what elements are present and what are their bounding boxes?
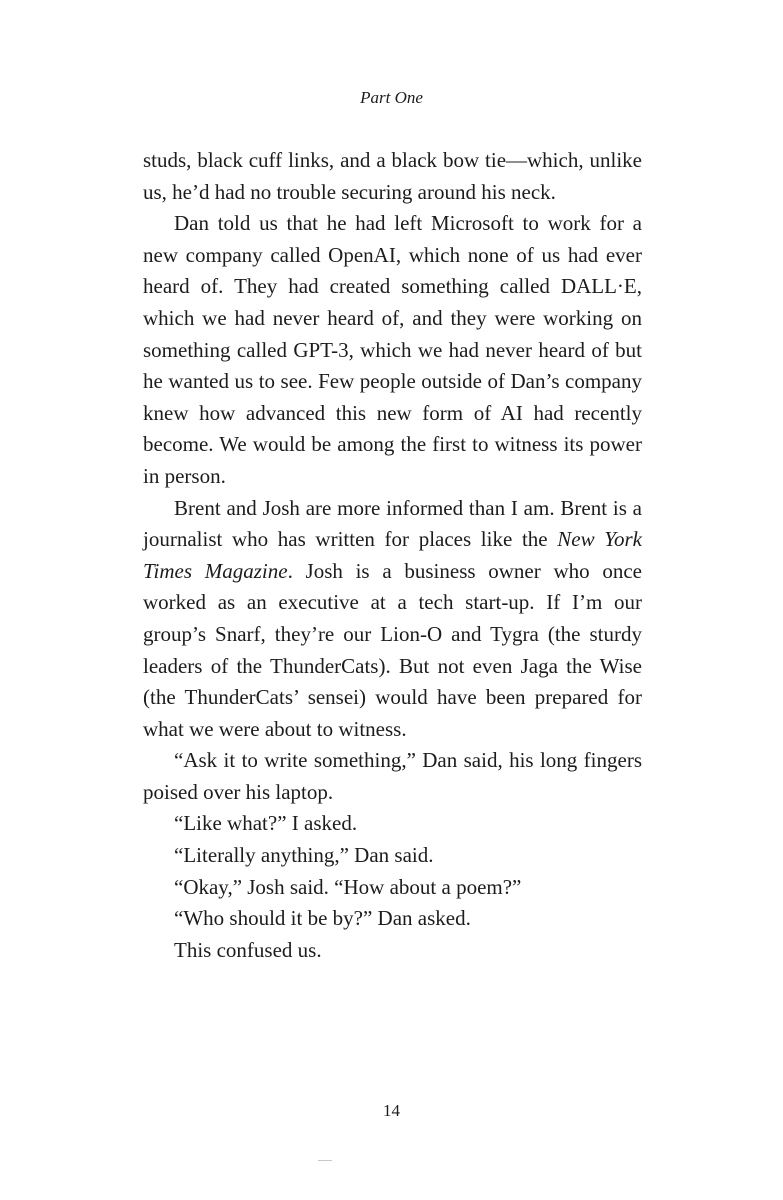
paragraph-text: This confused us. <box>174 937 322 962</box>
paragraph-text: “Like what?” I asked. <box>174 811 358 836</box>
paragraph <box>143 145 642 208</box>
paragraph-text: “Who should it be by?” Dan asked. <box>174 906 471 931</box>
body-text <box>143 145 642 966</box>
page-number: 14 <box>383 1101 400 1120</box>
scan-mark <box>318 1160 332 1161</box>
paragraph <box>143 208 642 492</box>
paragraph <box>143 903 642 935</box>
paragraph-text: Dan told us that he had left Microsoft to work for a new company called OpenAI, which none of us had ever heard of. They had created something called DALL·E, which we had never heard of, and they were working on something called GPT-3, which we had never heard of but he wanted us to see. Few people outside of Dan’s company knew how advanced this new form of AI had recently become. We would be among the first to witness its power in person. <box>143 211 642 488</box>
paragraph-text: “Ask it to write something,” Dan said, his long fingers poised over his laptop. <box>143 748 642 804</box>
running-head: Part One <box>360 88 423 107</box>
paragraph <box>143 808 642 840</box>
paragraph <box>143 872 642 904</box>
paragraph <box>143 840 642 872</box>
paragraph <box>143 745 642 808</box>
paragraph-text: “Okay,” Josh said. “How about a poem?” <box>174 874 522 899</box>
paragraph-text: studs, black cuff links, and a black bow tie—which, unlike us, he’d had no trouble securing around his neck. <box>143 148 642 204</box>
paragraph-text: Brent and Josh are more informed than I am. Brent is a journalist who has written for places like the <box>143 495 642 552</box>
paragraph-text: . Josh is a business owner who once worked as an executive at a tech start-up. If I’m our group’s Snarf, they’re our Lion-O and Tygra (the sturdy leaders of the ThunderCats). But not even Jaga the Wise (the ThunderCats’ sensei) would have been prepared for what we were about to witness. <box>143 558 642 741</box>
publication-title: New York Times Magazine <box>143 527 642 583</box>
paragraph <box>143 935 642 967</box>
paragraph-text: “Literally anything,” Dan said. <box>174 843 434 868</box>
paragraph <box>143 493 642 746</box>
